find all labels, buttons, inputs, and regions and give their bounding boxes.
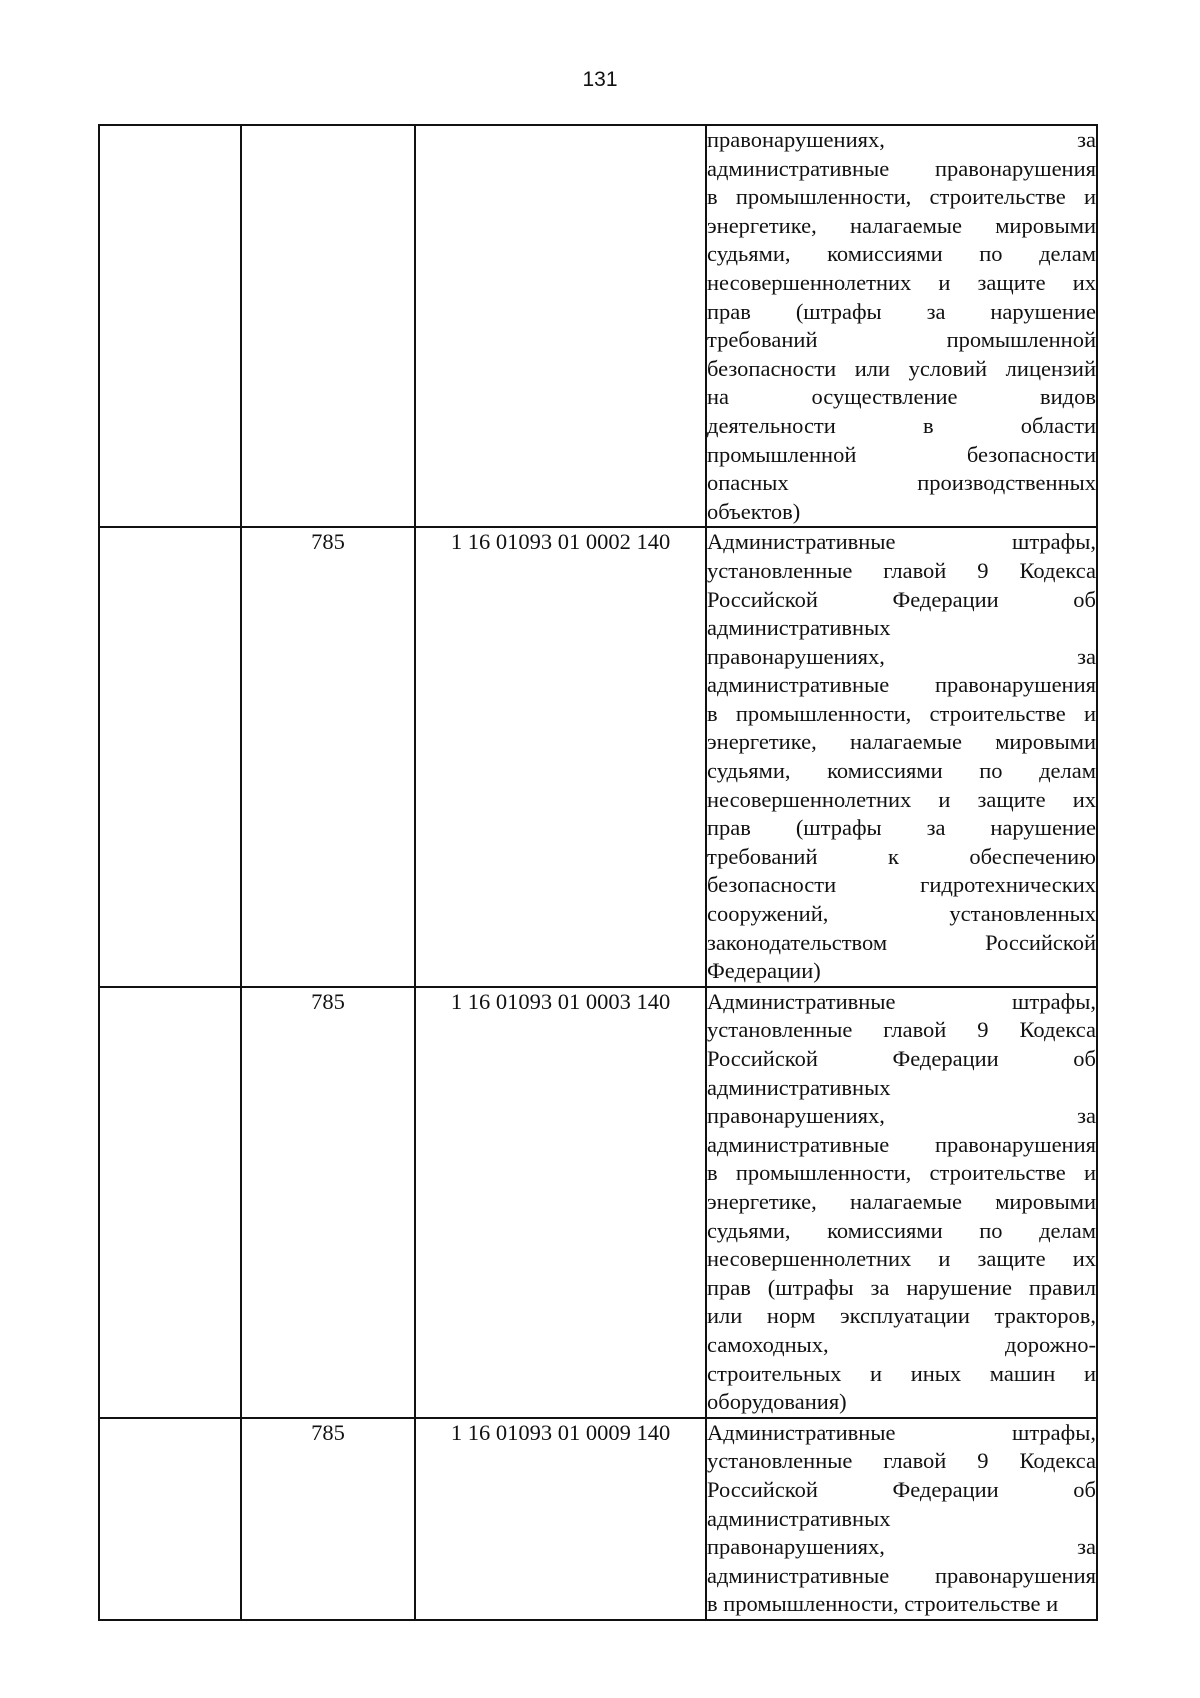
admin-code-cell: 785 (241, 527, 415, 987)
description-line: Российской Федерации об (707, 1046, 1096, 1071)
description-line: прав (штрафы за нарушение (707, 298, 1096, 324)
description-line: требований к обеспечению (707, 843, 1096, 869)
description-line: требований промышленной (707, 327, 1096, 353)
description-line: административные правонарушения (707, 1562, 1096, 1588)
description-line: в промышленности, строительстве и (707, 1591, 1059, 1617)
description-line: правонарушениях, за (707, 1103, 1096, 1129)
budget-classification-code-cell: 1 16 01093 01 0003 140 (415, 987, 706, 1418)
description-line: Федерации) (707, 958, 821, 984)
description-line: несовершеннолетних и защите их (707, 269, 1096, 295)
budget-classification-code-cell (415, 125, 706, 527)
description-line: в промышленности, строительстве и (707, 1160, 1096, 1186)
description-line: установленные главой 9 Кодекса (707, 1448, 1096, 1474)
description-line: законодательством Российской (707, 929, 1096, 955)
description-line: Российской Федерации об (707, 1476, 1096, 1502)
description-line: энергетике, налагаемые мировыми (707, 729, 1096, 755)
row-number-cell (99, 125, 241, 527)
description-line: прав (штрафы за нарушение правил (707, 1274, 1096, 1300)
description-line: или норм эксплуатации тракторов, (707, 1303, 1096, 1329)
description-line: судьями, комиссиями по делам (707, 758, 1096, 784)
description-line: административные правонарушения (707, 1131, 1096, 1157)
description-line: Административные штрафы, (707, 1419, 1096, 1445)
row-number-cell (99, 987, 241, 1418)
description-line: Административные штрафы, (707, 529, 1096, 555)
description-line: административных (707, 1505, 891, 1531)
row-number-cell (99, 527, 241, 987)
description-line: промышленной безопасности (707, 441, 1096, 467)
description-line: энергетике, налагаемые мировыми (707, 1188, 1096, 1214)
table-row (99, 527, 1097, 987)
description-line: безопасности гидротехнических (707, 872, 1096, 898)
description-line: оборудования) (707, 1389, 847, 1415)
income-description-cell (706, 987, 1097, 1418)
admin-code-cell: 785 (241, 987, 415, 1418)
description-line: объектов) (707, 498, 801, 524)
page-number: 131 (582, 68, 618, 91)
description-line: административные правонарушения (707, 672, 1096, 698)
description-line: административных (707, 615, 891, 641)
budget-classification-code-cell: 1 16 01093 01 0002 140 (415, 527, 706, 987)
budget-codes-table (98, 124, 1098, 1621)
income-description-cell (706, 125, 1097, 527)
description-line: Российской Федерации об (707, 586, 1096, 612)
table-row (99, 987, 1097, 1418)
description-line: деятельности в области (707, 412, 1096, 438)
description-line: опасных производственных (707, 470, 1096, 496)
budget-classification-code-cell: 1 16 01093 01 0009 140 (415, 1418, 706, 1620)
description-line: самоходных, дорожно- (707, 1331, 1096, 1357)
description-line: административные правонарушения (707, 155, 1096, 181)
description-line: несовершеннолетних и защите их (707, 1246, 1096, 1272)
description-line: судьями, комиссиями по делам (707, 1217, 1096, 1243)
description-line: безопасности или условий лицензий (707, 355, 1096, 381)
description-line: на осуществление видов (707, 384, 1096, 410)
description-line: правонарушениях, за (707, 127, 1096, 152)
description-line: установленные главой 9 Кодекса (707, 557, 1096, 583)
description-line: в промышленности, строительстве и (707, 700, 1096, 726)
description-line: правонарушениях, за (707, 1534, 1096, 1560)
income-description-cell (706, 1418, 1097, 1620)
description-line: прав (штрафы за нарушение (707, 815, 1096, 841)
description-line: в промышленности, строительстве и (707, 184, 1096, 210)
admin-code-cell: 785 (241, 1418, 415, 1620)
description-line: административных (707, 1074, 891, 1100)
description-line: энергетике, налагаемые мировыми (707, 212, 1096, 238)
description-line: сооружений, установленных (707, 901, 1096, 927)
admin-code-cell (241, 125, 415, 527)
description-line: установленные главой 9 Кодекса (707, 1017, 1096, 1043)
description-line: строительных и иных машин и (707, 1360, 1096, 1386)
description-line: несовершеннолетних и защите их (707, 786, 1096, 812)
description-line: правонарушениях, за (707, 643, 1096, 669)
description-line: Административные штрафы, (707, 988, 1096, 1014)
description-line: судьями, комиссиями по делам (707, 241, 1096, 267)
income-description-cell (706, 527, 1097, 987)
row-number-cell (99, 1418, 241, 1620)
table-row (99, 125, 1097, 527)
table-row (99, 1418, 1097, 1620)
